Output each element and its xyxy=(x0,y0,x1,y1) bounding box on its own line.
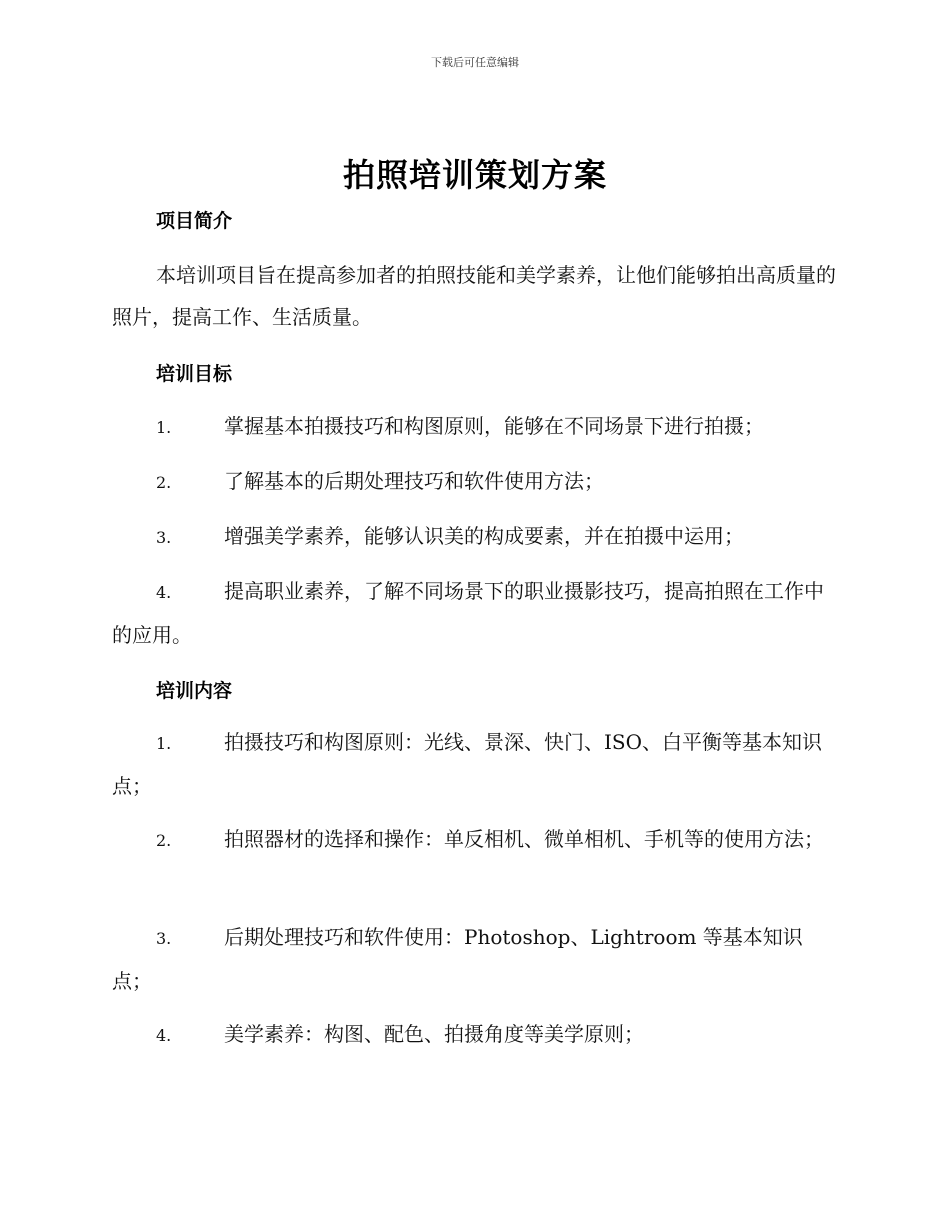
content-item-1 xyxy=(112,721,836,807)
content-item-4 xyxy=(112,1013,836,1057)
list-number: 1. xyxy=(156,418,172,437)
list-number: 4. xyxy=(156,583,172,602)
list-number: 2. xyxy=(156,473,172,492)
header-note: 下载后可任意编辑 xyxy=(431,56,519,69)
list-number: 3. xyxy=(156,929,172,948)
intro-paragraph: 本培训项目旨在提高参加者的拍照技能和美学素养，让他们能够拍出高质量的照片，提高工作、生活质量。 xyxy=(112,263,836,329)
list-item-text: 了解基本的后期处理技巧和软件使用方法； xyxy=(224,469,604,493)
list-item-text: 提高职业素养，了解不同场景下的职业摄影技巧，提高拍照在工作中的应用。 xyxy=(112,579,824,647)
list-number: 2. xyxy=(156,831,172,850)
goal-item-1 xyxy=(112,405,836,449)
list-item-text: 拍照器材的选择和操作：单反相机、微单相机、手机等的使用方法； xyxy=(224,827,824,851)
list-item-text: 后期处理技巧和软件使用：Photoshop、Lightroom 等基本知识点； xyxy=(112,925,803,993)
section-heading-intro: 项目简介 xyxy=(156,210,233,232)
goal-item-3 xyxy=(112,515,836,559)
list-item-text: 掌握基本拍摄技巧和构图原则，能够在不同场景下进行拍摄； xyxy=(224,414,764,438)
document-title: 拍照培训策划方案 xyxy=(342,156,607,194)
section-heading-goals: 培训目标 xyxy=(156,363,233,385)
list-number: 1. xyxy=(156,734,172,753)
section-heading-content: 培训内容 xyxy=(156,680,233,702)
goal-item-2 xyxy=(112,460,836,504)
content-item-3 xyxy=(112,916,836,1002)
list-number: 4. xyxy=(156,1026,172,1045)
list-item-text: 拍摄技巧和构图原则：光线、景深、快门、ISO、白平衡等基本知识点； xyxy=(112,730,822,798)
goal-item-4 xyxy=(112,570,836,656)
list-item-text: 美学素养：构图、配色、拍摄角度等美学原则； xyxy=(224,1022,644,1046)
list-number: 3. xyxy=(156,528,172,547)
list-item-text: 增强美学素养，能够认识美的构成要素，并在拍摄中运用； xyxy=(224,524,744,548)
content-item-2 xyxy=(112,818,836,862)
